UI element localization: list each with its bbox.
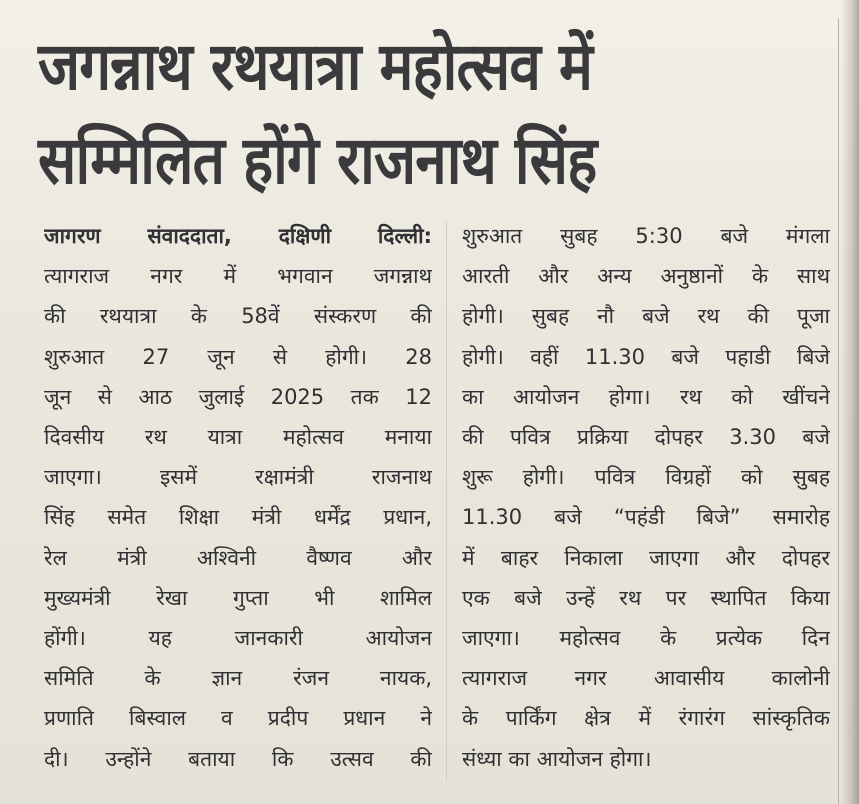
body-line: की पवित्र प्रक्रिया दोपहर 3.30 बजे: [462, 425, 830, 450]
column-rule-right: [838, 18, 839, 804]
body-line: रेल मंत्री अश्विनी वैष्णव और: [44, 545, 432, 570]
body-line: शुरुआत सुबह 5:30 बजे मंगला: [462, 224, 830, 248]
article-column-left: [44, 216, 432, 779]
article-column-right: [462, 216, 830, 779]
column-divider: [446, 222, 447, 782]
page-edge-shadow: [841, 0, 859, 804]
body-line: समिति के ज्ञान रंजन नायक,: [44, 666, 432, 691]
body-line: संध्या का आयोजन होगा।: [462, 746, 652, 771]
body-line: त्यागराज नगर आवासीय कालोनी: [462, 666, 830, 691]
body-line: त्यागराज नगर में भगवान जगन्नाथ: [44, 264, 432, 289]
headline-line-2: सम्मिलित होंगे राजनाथ सिंह: [38, 122, 597, 199]
body-line: शुरुआत 27 जून से होगी। 28: [44, 344, 432, 369]
body-line: शुरू होगी। पवित्र विग्रहों को सुबह: [462, 465, 830, 490]
body-line: होंगी। यह जानकारी आयोजन: [44, 626, 432, 651]
body-line: होगी। वहीं 11.30 बजे पहाडी बिजे: [462, 344, 830, 369]
body-line: का आयोजन होगा। रथ को खींचने: [462, 384, 830, 409]
body-line: जाएगा। महोत्सव के प्रत्येक दिन: [462, 626, 830, 651]
body-line: आरती और अन्य अनुष्ठानों के साथ: [462, 264, 830, 289]
body-line: प्रणाति बिस्वाल व प्रदीप प्रधान ने: [44, 706, 432, 731]
body-line: 11.30 बजे “पहंडी बिजे” समारोह: [462, 505, 830, 530]
headline: [38, 20, 717, 208]
body-line: सिंह समेत शिक्षा मंत्री धर्मेंद्र प्रधान,: [44, 505, 432, 530]
body-line: मुख्यमंत्री रेखा गुप्ता भी शामिल: [44, 585, 432, 610]
body-line: में बाहर निकाला जाएगा और दोपहर: [462, 545, 830, 570]
body-line: की रथयात्रा के 58वें संस्करण की: [44, 304, 432, 329]
body-line: के पार्किंग क्षेत्र में रंगारंग सांस्कृतिक: [462, 706, 830, 731]
body-line: जून से आठ जुलाई 2025 तक 12: [44, 384, 432, 409]
body-line: होगी। सुबह नौ बजे रथ की पूजा: [462, 304, 830, 329]
body-line: एक बजे उन्हें रथ पर स्थापित किया: [462, 585, 830, 610]
byline: जागरण संवाददाता, दक्षिणी दिल्ली:: [44, 224, 432, 248]
body-line: दी। उन्होंने बताया कि उत्सव की: [44, 746, 432, 771]
headline-line-1: जगन्नाथ रथयात्रा महोत्सव में: [38, 28, 593, 105]
body-line: जाएगा। इसमें रक्षामंत्री राजनाथ: [44, 465, 432, 490]
body-line: दिवसीय रथ यात्रा महोत्सव मनाया: [44, 425, 432, 450]
